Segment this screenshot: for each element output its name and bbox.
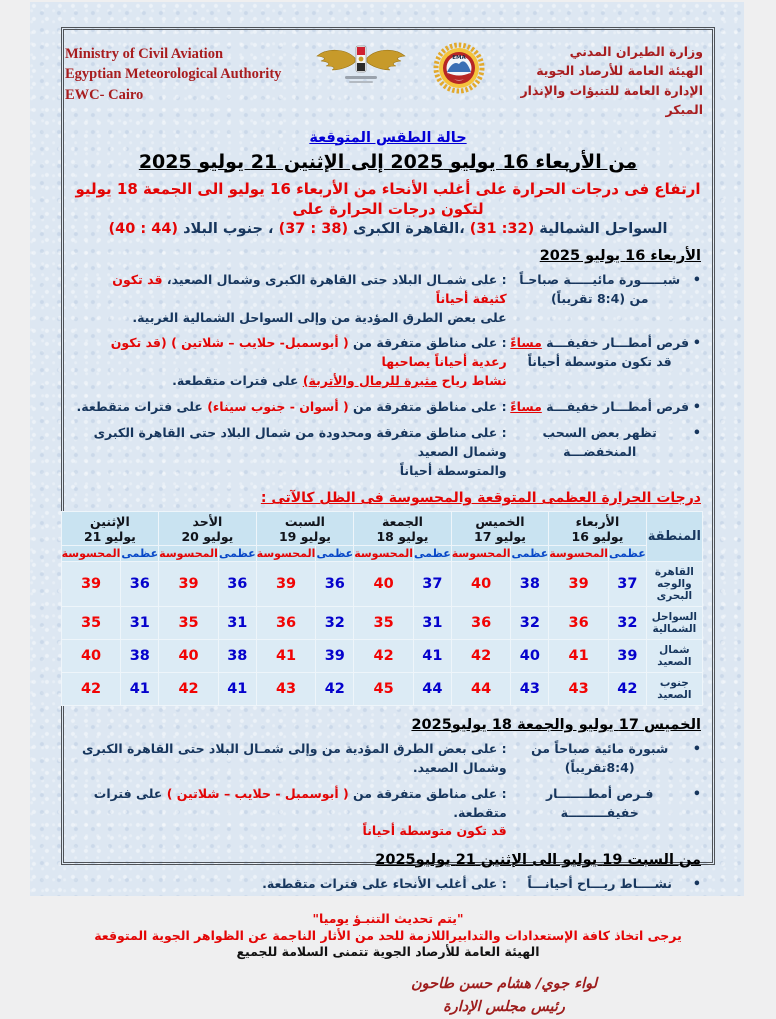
- day-name: السبت: [284, 514, 325, 530]
- authority-line-ar: الهيئة العامة للأرصاد الجوية: [536, 63, 703, 79]
- department-line-ar: الإدارة العامة للتنبؤات والإنذار المبكر: [520, 82, 703, 118]
- heat-rise-alert-line1: ارتفاع فى درجات الحرارة على أغلب الأنحاء من الأربعاء 16 يوليو الى الجمعة 18 يوليو: [75, 179, 701, 198]
- bullet-content: [75, 398, 507, 417]
- section-heading: من السبت 19 يوليو الى الإثنين 21 يوليو2025: [375, 852, 701, 868]
- day-column-header: [61, 512, 159, 546]
- section-saturday-monday: [73, 852, 703, 895]
- max-temp-cell: 38: [511, 562, 549, 607]
- text-segment: السواحل الشمالية: [534, 221, 668, 237]
- temperature-table: [61, 511, 703, 706]
- bullet-dot-icon: •: [692, 786, 701, 802]
- felt-temp-cell: 35: [159, 607, 219, 640]
- text-segment: قد تكون متوسطة أحياناً: [527, 354, 672, 369]
- bullet-content: [75, 271, 507, 327]
- bullet-label: [507, 785, 693, 823]
- forecast-date-range: من الأربعاء 16 يوليو 2025 إلى الإثنين 21 يوليو 2025: [138, 150, 638, 173]
- max-temp-cell: 32: [609, 607, 647, 640]
- regional-temps-line: [73, 221, 703, 237]
- felt-temp-cell: 41: [256, 640, 316, 673]
- table-row: [61, 640, 702, 673]
- felt-temp-cell: 35: [61, 607, 121, 640]
- day-name: الخميس: [475, 514, 525, 530]
- text-segment: : على بعض الطرق المؤدية من وإلى شمـال البلاد حتى القاهرة الكبرى وشمال الصعيد.: [82, 741, 507, 775]
- max-temp-subheader: عظمى: [609, 547, 646, 561]
- max-temp-cell: 36: [121, 562, 159, 607]
- day-date: 20 يوليو: [181, 529, 234, 545]
- region-column-header: المنطقة: [646, 512, 702, 562]
- day-date: 16 يوليو: [571, 529, 624, 545]
- bullet-label: [507, 875, 693, 894]
- day-column-header: [256, 512, 354, 546]
- region-cell: السواحل الشمالية: [646, 607, 702, 640]
- text-segment: نشــــاط ريـــاح أحيانـــاً: [527, 876, 672, 891]
- text-segment: شبـــــورة مائيـــــة صباحـاً: [519, 272, 681, 287]
- text-segment: على فترات متقطعة.: [76, 398, 208, 414]
- max-temp-cell: 39: [609, 640, 647, 673]
- bullet-dot-icon: •: [692, 399, 701, 415]
- safety-wish: الهيئة العامة للأرصاد الجوية تتمنى السلامة للجميع: [236, 943, 540, 959]
- max-temp-cell: 32: [511, 607, 549, 640]
- bullet-content: [75, 785, 507, 841]
- bullet-content: [75, 875, 507, 894]
- day-name: الجمعة: [381, 514, 423, 530]
- max-temp-cell: 36: [218, 562, 256, 607]
- felt-temp-cell: 39: [61, 562, 121, 607]
- text-segment: (31 :32): [469, 221, 535, 237]
- forecast-bullet: [75, 271, 701, 327]
- max-temp-subheader: عظمى: [511, 547, 549, 561]
- region-cell: جنوب الصعيد: [646, 673, 702, 706]
- day-name: الإثنين: [90, 514, 130, 530]
- max-temp-subheader: عظمى: [121, 547, 159, 561]
- bullet-dot-icon: •: [692, 426, 701, 441]
- table-row: [61, 562, 702, 607]
- max-temp-cell: 37: [413, 562, 451, 607]
- bullet-label: [507, 424, 693, 462]
- text-segment: نشاط رياح: [437, 372, 507, 388]
- max-temp-cell: 39: [316, 640, 354, 673]
- text-segment: من (8:4 تقريباً): [550, 290, 649, 306]
- max-temp-cell: 31: [121, 607, 159, 640]
- text-segment: فرص أمطـــار خفيفـــة: [541, 335, 690, 351]
- max-temp-cell: 38: [218, 640, 256, 673]
- felt-temp-cell: 40: [61, 640, 121, 673]
- max-temp-cell: 42: [316, 673, 354, 706]
- felt-temp-cell: 43: [256, 673, 316, 706]
- section-wednesday: [73, 248, 703, 480]
- felt-temp-cell: 40: [159, 640, 219, 673]
- text-segment: شبورة مائية صباحاً من (8:4تقريباً): [531, 741, 669, 775]
- signature-name: لواء جوي/ هشام حسن طاحون: [411, 975, 598, 992]
- day-date: 21 يوليو: [83, 529, 136, 545]
- signature-block: [411, 973, 597, 1019]
- felt-temp-cell: 35: [354, 607, 414, 640]
- bullet-label: [507, 398, 693, 417]
- text-segment: فرص أمطـــار خفيفـــة: [541, 398, 690, 414]
- text-segment: على فترات متقطعة.: [172, 372, 303, 388]
- text-segment: (قد تكون رعدية أحياناً يصاحبها: [110, 335, 507, 369]
- office-line-en: EWC- Cairo: [65, 86, 144, 103]
- authority-name-arabic: [485, 40, 703, 120]
- bullet-dot-icon: •: [692, 336, 701, 352]
- table-row: [61, 607, 702, 640]
- felt-temp-cell: 45: [354, 673, 414, 706]
- max-temp-cell: 42: [609, 673, 647, 706]
- text-segment: ( أسوان - جنوب سيناء): [207, 398, 349, 414]
- max-temp-subheader: عظمى: [218, 547, 256, 561]
- bullet-content: [75, 740, 507, 778]
- day-date: 17 يوليو: [474, 529, 526, 545]
- forecast-bullet: [75, 875, 701, 895]
- bullet-label: [507, 334, 693, 372]
- bullet-content: [75, 334, 507, 390]
- region-cell: شمال الصعيد: [646, 640, 702, 673]
- forecast-bullet: [75, 334, 701, 390]
- felt-temp-subheader: المحسوسة: [549, 547, 608, 561]
- authority-name-english: [65, 40, 315, 105]
- signature-title: رئيس مجلس الإدارة: [443, 998, 565, 1015]
- text-segment: مساءً: [510, 398, 542, 414]
- day-column-header: [451, 512, 549, 546]
- max-temp-cell: 40: [511, 640, 549, 673]
- felt-temp-cell: 44: [451, 673, 511, 706]
- forecast-bullet: [75, 740, 701, 778]
- text-segment: : على مناطق متفرقة من: [348, 398, 507, 414]
- text-segment: والمتوسطة أحياناً: [399, 462, 507, 478]
- max-temp-cell: 41: [218, 673, 256, 706]
- text-segment: ( أبوسمبل - حلايب – شلاتين ): [166, 785, 349, 801]
- text-segment: مساءً: [510, 335, 542, 351]
- text-segment: تظهر بعض السحب المنخفضـــة: [542, 425, 657, 459]
- felt-temp-cell: 42: [354, 640, 414, 673]
- felt-temp-cell: 39: [256, 562, 316, 607]
- max-temp-cell: 41: [413, 640, 451, 673]
- max-temp-cell: 31: [218, 607, 256, 640]
- header-logos: [315, 40, 485, 94]
- text-segment: قد تكون متوسطة أحياناً: [362, 823, 507, 839]
- felt-temp-cell: 36: [256, 607, 316, 640]
- temperature-table-title: درجات الحرارة العظمى المتوقعة والمحسوسة فى الظل كالآتى :: [260, 490, 701, 507]
- text-segment: : على أغلب الأنحاء على فترات متقطعة.: [262, 876, 507, 891]
- text-segment: : على مناطق متفرقة ومحدودة من شمال البلاد حتى القاهرة الكبرى وشمال الصعيد: [93, 425, 507, 459]
- felt-temp-cell: 36: [549, 607, 609, 640]
- felt-temp-cell: 42: [61, 673, 121, 706]
- section-heading: الخميس 17 يوليو والجمعة 18 يوليو2025: [411, 717, 701, 734]
- bullet-label: [507, 740, 693, 778]
- felt-temp-cell: 40: [354, 562, 414, 607]
- day-column-header: [549, 512, 647, 546]
- forecast-bullet: [75, 424, 701, 480]
- felt-temp-cell: 43: [549, 673, 609, 706]
- felt-temp-subheader: المحسوسة: [451, 547, 511, 561]
- text-segment: : على شمـال البلاد حتى القاهرة الكبرى وشمال الصعيد،: [162, 272, 507, 287]
- day-name: الأربعاء: [575, 514, 620, 530]
- felt-temp-cell: 39: [549, 562, 609, 607]
- text-segment: قد تكون كثيفة أحياناً: [112, 272, 507, 306]
- day-name: الأحد: [192, 514, 223, 530]
- max-temp-subheader: عظمى: [413, 547, 451, 561]
- max-temp-cell: 38: [121, 640, 159, 673]
- felt-temp-cell: 39: [159, 562, 219, 607]
- day-date: 19 يوليو: [278, 529, 331, 545]
- document-border-frame: [61, 27, 715, 1015]
- day-column-header: [159, 512, 257, 546]
- table-row: [61, 673, 702, 706]
- max-temp-cell: 32: [316, 607, 354, 640]
- bullet-dot-icon: •: [692, 742, 701, 758]
- felt-temp-subheader: المحسوسة: [256, 547, 316, 561]
- text-segment: ( أبوسمبل- حلايب – شلاتين ): [171, 335, 349, 351]
- text-segment: (37 : 38): [278, 221, 349, 237]
- text-segment: : على مناطق متفرقة من: [348, 785, 507, 801]
- max-temp-cell: 36: [316, 562, 354, 607]
- felt-temp-subheader: المحسوسة: [61, 547, 121, 561]
- document-page: [30, 2, 744, 1015]
- section-heading: الأربعاء 16 يوليو 2025: [539, 248, 701, 264]
- ministry-line-en: Ministry of Civil Aviation: [65, 46, 224, 62]
- precaution-advice: يرجى اتخاذ كافة الإستعدادات والتدابيراللازمة للحد من الأثار الناجمة عن الظواهر الجوية المتوقعة: [94, 927, 682, 943]
- text-segment: ،القاهرة الكبرى: [348, 221, 470, 237]
- felt-temp-cell: 42: [159, 673, 219, 706]
- bullet-content: [75, 424, 507, 480]
- felt-temp-subheader: المحسوسة: [354, 547, 413, 561]
- text-segment: على بعض الطرق المؤدية من وإلى السواحل الشمالية الغربية.: [132, 309, 507, 325]
- max-temp-cell: 44: [413, 673, 451, 706]
- document-title: حالة الطقس المتوقعة: [309, 129, 467, 146]
- ministry-line-ar: وزارة الطيران المدني: [569, 44, 703, 59]
- forecast-bullet: [75, 398, 701, 418]
- forecast-bullet: [75, 785, 701, 841]
- region-cell: القاهرة والوجه البحرى: [646, 562, 702, 607]
- document-header: [65, 40, 703, 120]
- text-segment: : على مناطق متفرقة من: [348, 335, 507, 351]
- section-thursday-friday: [73, 717, 703, 841]
- felt-temp-subheader: المحسوسة: [159, 547, 218, 561]
- ema-logo-text: EMA: [452, 55, 466, 61]
- text-segment: ، جنوب البلاد: [178, 221, 279, 237]
- felt-temp-cell: 36: [451, 607, 511, 640]
- bullet-dot-icon: •: [692, 273, 701, 288]
- text-segment: على فترات متقطعة.: [93, 785, 507, 820]
- text-segment: (40 : 44): [108, 221, 179, 237]
- bullet-dot-icon: •: [692, 877, 701, 892]
- felt-temp-cell: 41: [549, 640, 609, 673]
- text-segment: فـرص أمطـــــــار خفيفـــــــــة: [545, 785, 654, 820]
- max-temp-cell: 31: [413, 607, 451, 640]
- max-temp-cell: 43: [511, 673, 549, 706]
- bullet-label: [507, 271, 693, 309]
- civil-aviation-wings-logo: [315, 42, 407, 90]
- daily-update-note: "يتم تحديث التنبـؤ يوميا": [312, 910, 464, 926]
- day-column-header: [354, 512, 452, 546]
- text-segment: مثيرة للرمال والأتربة): [302, 372, 438, 388]
- ema-sun-logo: [433, 42, 485, 94]
- max-temp-subheader: عظمى: [316, 547, 354, 561]
- day-date: 18 يوليو: [376, 529, 429, 545]
- max-temp-cell: 41: [121, 673, 159, 706]
- heat-rise-alert-line2: لتكون درجات الحرارة على: [292, 199, 484, 218]
- authority-line-en: Egyptian Meteorological Authority: [65, 66, 282, 83]
- max-temp-cell: 37: [609, 562, 647, 607]
- felt-temp-cell: 40: [451, 562, 511, 607]
- felt-temp-cell: 42: [451, 640, 511, 673]
